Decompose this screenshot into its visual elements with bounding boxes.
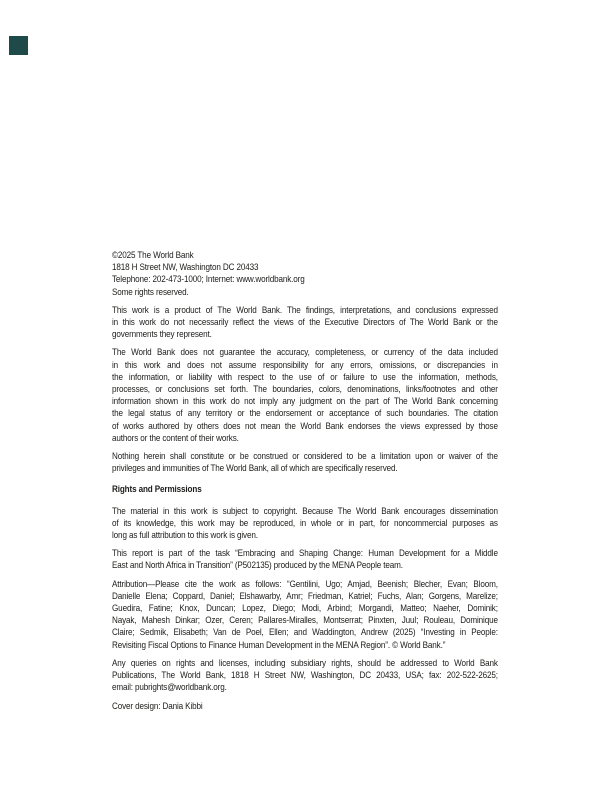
text-line: Revisiting Fiscal Options to Finance Human Development in the MENA Region”. © World Bank.”: [112, 639, 446, 650]
text-line: of its knowledge, this work may be reproduced, in whole or in part, for noncommercial purposes as: [112, 517, 498, 528]
text-line: in this work do not necessarily reflect the views of the Executive Directors of The World Bank or the: [112, 317, 498, 328]
text-line: the legal status of any territory or the endorsement or acceptance of such boundaries. The citation: [112, 408, 498, 419]
text-line: Attribution—Please cite the work as follows: “Gentilini, Ugo; Amjad, Beenish; Blecher, Evan; Bloom,: [112, 578, 498, 589]
rights-and-permissions-heading: [112, 483, 498, 495]
text-line: email: pubrights@worldbank.org.: [112, 682, 227, 693]
queries-note: [112, 657, 498, 694]
text-line: ©2025 The World Bank: [112, 250, 194, 260]
text-line: Claire; Sedmik, Elisabeth; Van de Poel, Ellen; and Waddington, Andrew (2025) “Investing in People:: [112, 627, 498, 638]
text-line: The material in this work is subject to copyright. Because The World Bank encourages dissemination: [112, 505, 498, 516]
cover-design-credit: [112, 700, 498, 712]
data-disclaimer: [112, 346, 498, 444]
text-line: Danielle Elena; Coppard, Daniel; Elshawarby, Amr; Friedman, Katriel; Fuchs, Alan; Gorgens, Marelize;: [112, 590, 498, 601]
text-line: Nothing herein shall constitute or be construed or considered to be a limitation upon or waiver of the: [112, 451, 498, 462]
product-disclaimer: [112, 304, 498, 341]
text-line: This report is part of the task “Embracing and Shaping Change: Human Development for a Middle: [112, 548, 498, 559]
text-line: of works authored by others does not mean the World Bank endorses the views expressed by those: [112, 420, 498, 431]
text-line: Publications, The World Bank, 1818 H Street NW, Washington, DC 20433, USA; fax: 202-522-2625;: [112, 670, 498, 681]
text-line: processes, or conclusions set forth. The boundaries, colors, denominations, links/footnotes and other: [112, 384, 498, 395]
text-line: governments they represent.: [112, 329, 212, 340]
text-line: long as full attribution to this work is given.: [112, 530, 258, 541]
text-line: Telephone: 202-473-1000; Internet: www.worldbank.org: [112, 274, 305, 285]
text-line: Cover design: Dania Kibbi: [112, 700, 203, 711]
text-line: Nayak, Mahesh Dinkar; Ozer, Ceren; Pallares-Miralles, Montserrat; Pinxten, Juul; Rouleau, Dominique: [112, 615, 498, 626]
text-line: privileges and immunities of The World Bank, all of which are specifically reserved.: [112, 463, 398, 474]
text-line: information shown in this work do not imply any judgment on the part of The World Bank concerning: [112, 396, 498, 407]
copyright-note: [112, 505, 498, 542]
copyright-text-column: [112, 249, 498, 712]
text-line: in this work and does not assume responsibility for any errors, omissions, or discrepancies in: [112, 359, 498, 370]
text-line: Any queries on rights and licenses, including subsidiary rights, should be addressed to World Bank: [112, 657, 498, 668]
task-note: [112, 547, 498, 571]
text-line: Guedira, Fatine; Knox, Duncan; Lopez, Diego; Modi, Arbind; Morgandi, Matteo; Naeher, Dominik;: [112, 603, 498, 614]
text-line: East and North Africa in Transition” (P502135) produced by the MENA People team.: [112, 560, 403, 571]
privileges-note: [112, 450, 498, 474]
text-line: This work is a product of The World Bank. The findings, interpretations, and conclusions expressed: [112, 304, 498, 315]
publisher-block: [112, 249, 498, 298]
text-line: the information, or liability with respect to the use of or failure to use the information, methods,: [112, 371, 498, 382]
corner-accent-square: [9, 36, 28, 55]
text-line: The World Bank does not guarantee the accuracy, completeness, or currency of the data included: [112, 347, 498, 358]
text-line: Some rights reserved.: [112, 286, 189, 297]
text-line: authors or the content of their works.: [112, 432, 239, 443]
section-heading: Rights and Permissions: [112, 484, 202, 495]
attribution-citation: [112, 578, 498, 651]
text-line: 1818 H Street NW, Washington DC 20433: [112, 262, 259, 273]
